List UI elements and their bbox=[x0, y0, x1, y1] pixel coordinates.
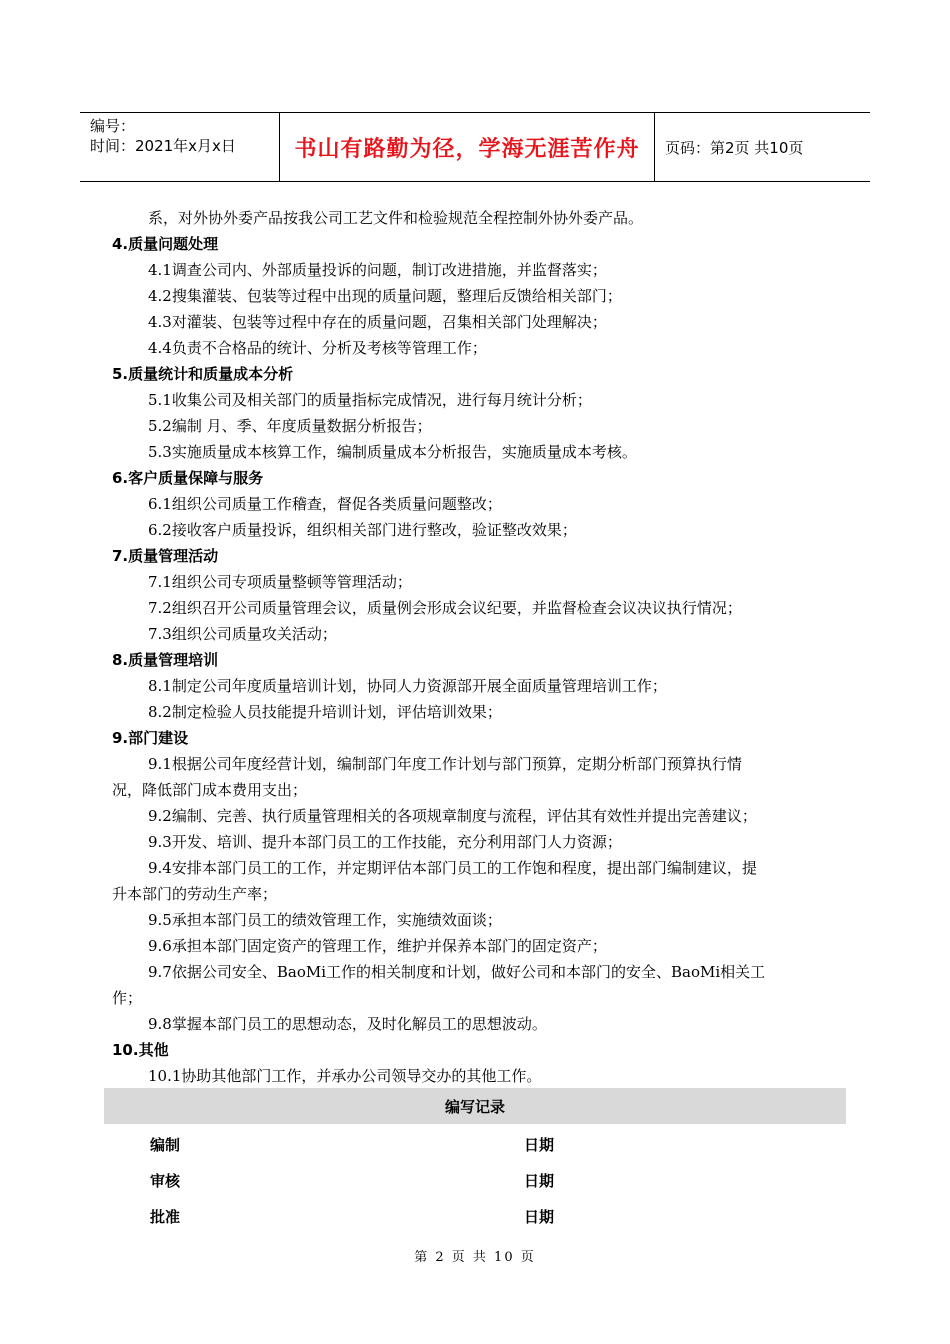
section-title-8: 8.质量管理培训 bbox=[112, 651, 219, 669]
section-7-item: 7.2组织召开公司质量管理会议，质量例会形成会议纪要，并监督检查会议决议执行情况； bbox=[148, 599, 742, 617]
section-4-item: 4.4负责不合格品的统计、分析及考核等管理工作； bbox=[148, 339, 487, 357]
section-6-item: 6.2接收客户质量投诉，组织相关部门进行整改，验证整改效果； bbox=[148, 521, 577, 539]
document-number-label: 编号： bbox=[90, 117, 136, 135]
section-9-item: 9.8掌握本部门员工的思想动态，及时化解员工的思想波动。 bbox=[148, 1015, 547, 1033]
section-4-item: 4.3对灌装、包装等过程中存在的质量问题，召集相关部门处理解决； bbox=[148, 313, 607, 331]
header-page-info: 页码：第2页 共10页 bbox=[665, 138, 804, 157]
record-row-date-label: 日期 bbox=[524, 1207, 555, 1226]
section-9-item: 9.7依据公司安全、BaoMi工作的相关制度和计划，做好公司和本部门的安全、BaoMi相关工 bbox=[148, 963, 766, 981]
section-title-6: 6.客户质量保障与服务 bbox=[112, 469, 264, 487]
record-row-label: 编制 bbox=[150, 1135, 181, 1154]
section-9-item: 9.5承担本部门员工的绩效管理工作，实施绩效面谈； bbox=[148, 911, 502, 929]
record-row-compile bbox=[150, 1126, 800, 1162]
section-4-item: 4.1调查公司内、外部质量投诉的问题，制订改进措施，并监督落实； bbox=[148, 261, 607, 279]
section-8-item: 8.1制定公司年度质量培训计划，协同人力资源部开展全面质量管理培训工作； bbox=[148, 677, 667, 695]
document-time-label: 时间：2021年x月x日 bbox=[90, 137, 236, 155]
record-row-label: 批准 bbox=[150, 1207, 181, 1226]
section-5-item: 5.2编制 月、季、年度质量数据分析报告； bbox=[148, 417, 432, 435]
section-9-item: 9.2编制、完善、执行质量管理相关的各项规章制度与流程，评估其有效性并提出完善建议； bbox=[148, 807, 757, 825]
section-5-item: 5.3实施质量成本核算工作，编制质量成本分析报告，实施质量成本考核。 bbox=[148, 443, 637, 461]
section-title-9: 9.部门建设 bbox=[112, 729, 189, 747]
document-body bbox=[112, 205, 832, 1089]
section-4-item: 4.2搜集灌装、包装等过程中出现的质量问题，整理后反馈给相关部门； bbox=[148, 287, 622, 305]
record-row-review bbox=[150, 1162, 800, 1198]
section-7-item: 7.1组织公司专项质量整顿等管理活动； bbox=[148, 573, 412, 591]
header-motto: 书山有路勤为径，学海无涯苦作舟 bbox=[280, 113, 655, 181]
page-footer: 第 2 页 共 10 页 bbox=[414, 1250, 536, 1265]
section-title-7: 7.质量管理活动 bbox=[112, 547, 219, 565]
section-9-item: 9.1根据公司年度经营计划，编制部门年度工作计划与部门预算，定期分析部门预算执行情 bbox=[148, 755, 742, 773]
section-10-item: 10.1协助其他部门工作，并承办公司领导交办的其他工作。 bbox=[148, 1067, 542, 1085]
section-9-item-continued: 作； bbox=[112, 989, 143, 1007]
intro-paragraph: 系，对外协外委产品按我公司工艺文件和检验规范全程控制外协外委产品。 bbox=[148, 209, 644, 227]
section-title-4: 4.质量问题处理 bbox=[112, 235, 219, 253]
section-title-10: 10.其他 bbox=[112, 1041, 169, 1059]
section-6-item: 6.1组织公司质量工作稽查，督促各类质量问题整改； bbox=[148, 495, 502, 513]
section-8-item: 8.2制定检验人员技能提升培训计划，评估培训效果； bbox=[148, 703, 502, 721]
record-row-label: 审核 bbox=[150, 1171, 181, 1190]
section-5-item: 5.1收集公司及相关部门的质量指标完成情况，进行每月统计分析； bbox=[148, 391, 592, 409]
section-9-item: 9.6承担本部门固定资产的管理工作，维护并保养本部门的固定资产； bbox=[148, 937, 607, 955]
document-header bbox=[80, 112, 870, 182]
record-row-date-label: 日期 bbox=[524, 1171, 555, 1190]
section-9-item-continued: 升本部门的劳动生产率； bbox=[112, 885, 278, 903]
record-table-title: 编写记录 bbox=[104, 1088, 846, 1124]
section-9-item-continued: 况，降低部门成本费用支出； bbox=[112, 781, 308, 799]
record-row-date-label: 日期 bbox=[524, 1135, 555, 1154]
section-7-item: 7.3组织公司质量攻关活动； bbox=[148, 625, 337, 643]
section-9-item: 9.4安排本部门员工的工作，并定期评估本部门员工的工作饱和程度，提出部门编制建议，提 bbox=[148, 859, 757, 877]
record-row-approve bbox=[150, 1198, 800, 1234]
section-title-5: 5.质量统计和质量成本分析 bbox=[112, 365, 294, 383]
header-meta bbox=[80, 113, 280, 181]
section-9-item: 9.3开发、培训、提升本部门员工的工作技能，充分利用部门人力资源； bbox=[148, 833, 622, 851]
